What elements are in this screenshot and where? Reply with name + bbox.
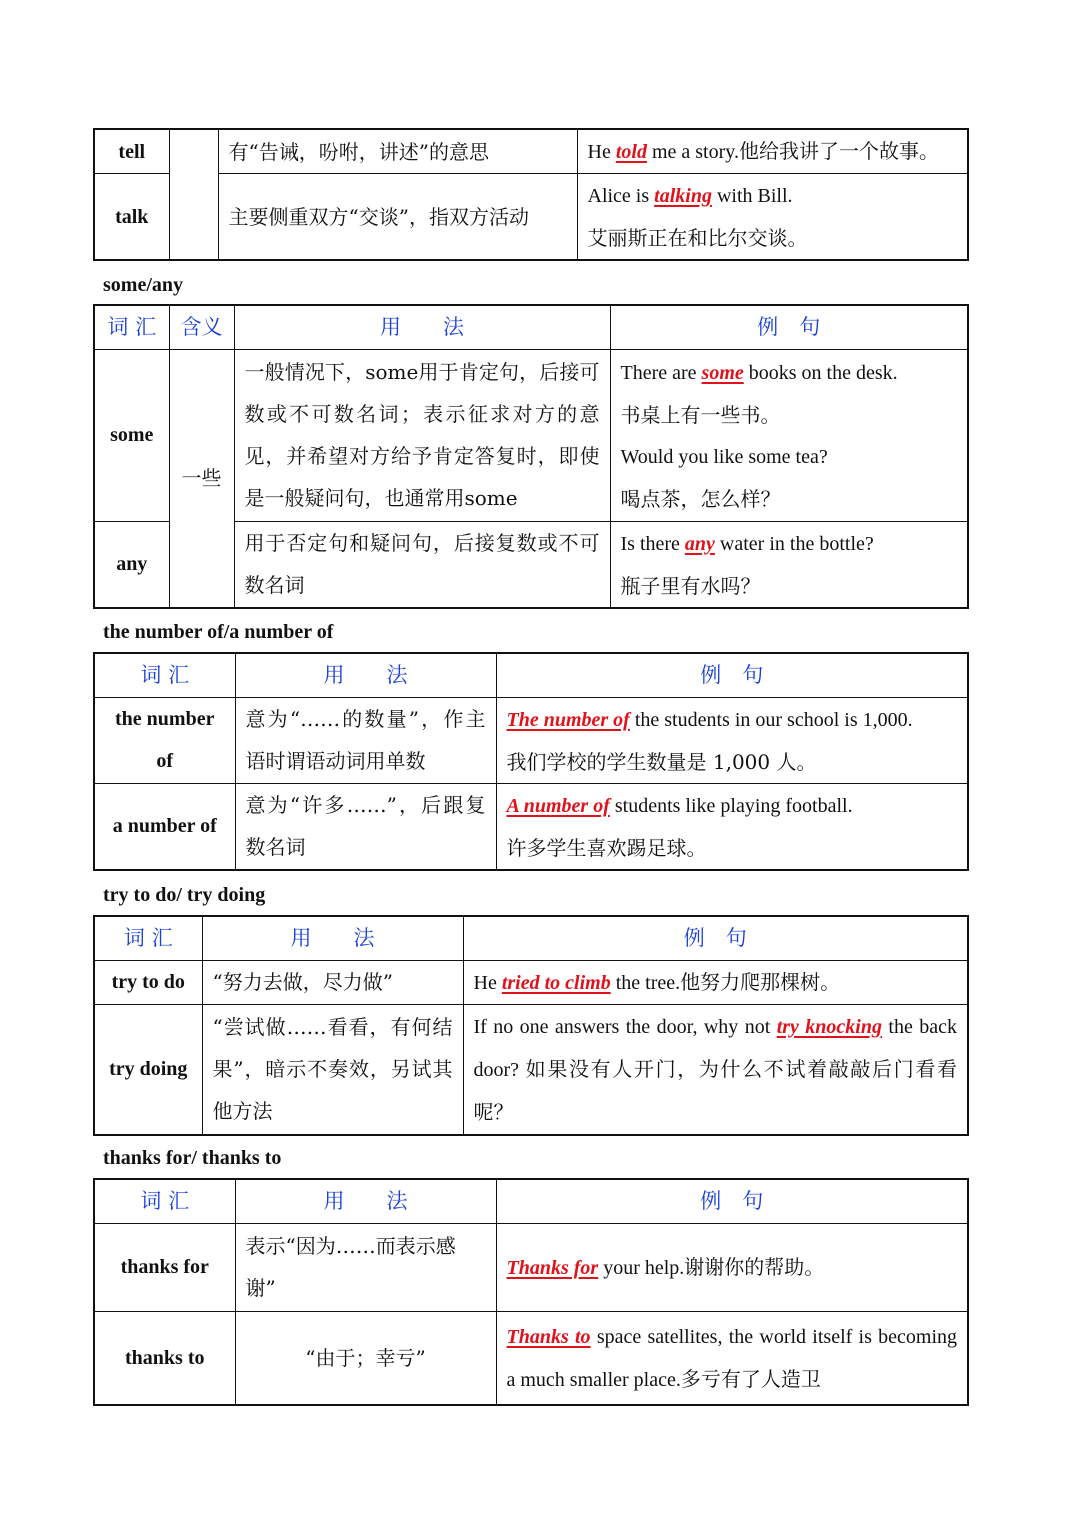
highlight-any: any bbox=[684, 532, 715, 555]
word-thanks-for: thanks for bbox=[94, 1223, 235, 1311]
highlight-the-number-of: The number of bbox=[506, 708, 630, 731]
usage-the-number-of: 意为“……的数量”，作主语时谓语动词用单数 bbox=[235, 697, 496, 783]
usage-a-number-of: 意为“许多……”，后跟复数名词 bbox=[235, 783, 496, 870]
example-tell: He told me a story.他给我讲了一个故事。 bbox=[577, 129, 968, 174]
word-tell: tell bbox=[94, 129, 169, 174]
highlight-try-knocking: try knocking bbox=[776, 1015, 882, 1038]
usage-any: 用于否定句和疑问句，后接复数或不可数名词 bbox=[234, 521, 610, 608]
header-word: 词 汇 bbox=[94, 916, 202, 960]
header-word: 词 汇 bbox=[94, 653, 235, 697]
highlight-talking: talking bbox=[654, 185, 712, 207]
usage-try-doing: “尝试做……看看，有何结果”，暗示不奏效，另试其他方法 bbox=[202, 1004, 463, 1135]
word-try-doing: try doing bbox=[94, 1004, 202, 1135]
word-thanks-to: thanks to bbox=[94, 1311, 235, 1405]
header-example: 例 句 bbox=[610, 305, 968, 349]
header-usage: 用 法 bbox=[202, 916, 463, 960]
word-talk: talk bbox=[94, 174, 169, 261]
word-try-to-do: try to do bbox=[94, 960, 202, 1004]
table-tell-talk bbox=[93, 128, 969, 261]
word-some: some bbox=[94, 349, 169, 521]
example-thanks-for: Thanks for your help.谢谢你的帮助。 bbox=[496, 1223, 968, 1311]
header-usage: 用 法 bbox=[235, 653, 496, 697]
usage-thanks-to: “由于；幸亏” bbox=[235, 1311, 496, 1405]
section-title-some-any: some/any bbox=[103, 274, 183, 296]
highlight-told: told bbox=[615, 141, 647, 163]
word-a-number-of: a number of bbox=[94, 783, 235, 870]
example-a-number-of: A number of students like playing football. 许多学生喜欢踢足球。 bbox=[496, 783, 968, 870]
header-word: 词 汇 bbox=[94, 305, 169, 349]
highlight-thanks-to: Thanks to bbox=[506, 1325, 591, 1348]
example-thanks-to: Thanks to space satellites, the world itself is becoming a much smaller place.多亏有了人造卫 bbox=[496, 1311, 968, 1405]
table-number-of bbox=[93, 652, 969, 871]
table-try bbox=[93, 915, 969, 1136]
example-try-doing: If no one answers the door, why not try knocking the back door? 如果没有人开门，为什么不试着敲敲后门看看呢？ bbox=[463, 1004, 968, 1135]
word-the-number-of: the number of bbox=[94, 697, 235, 783]
example-try-to-do: He tried to climb the tree.他努力爬那棵树。 bbox=[463, 960, 968, 1004]
header-usage: 用 法 bbox=[235, 1179, 496, 1223]
section-title-number-of: the number of/a number of bbox=[103, 621, 334, 643]
highlight-thanks-for: Thanks for bbox=[506, 1256, 599, 1279]
meaning-empty-cell bbox=[169, 129, 218, 260]
section-title-thanks: thanks for/ thanks to bbox=[103, 1147, 282, 1169]
header-example: 例 句 bbox=[496, 653, 968, 697]
header-usage: 用 法 bbox=[234, 305, 610, 349]
usage-some: 一般情况下，some用于肯定句，后接可数或不可数名词；表示征求对方的意见，并希望对方给予肯定答复时，即使是一般疑问句，也通常用some bbox=[234, 349, 610, 521]
usage-try-to-do: “努力去做，尽力做” bbox=[202, 960, 463, 1004]
highlight-a-number-of: A number of bbox=[506, 794, 610, 817]
header-meaning: 含义 bbox=[169, 305, 234, 349]
example-talk: Alice is talking with Bill. 艾丽斯正在和比尔交谈。 bbox=[577, 174, 968, 261]
usage-thanks-for: 表示“因为……而表示感谢” bbox=[235, 1223, 496, 1311]
example-the-number-of: The number of the students in our school is 1,000. 我们学校的学生数量是 1,000 人。 bbox=[496, 697, 968, 783]
highlight-tried-to-climb: tried to climb bbox=[501, 971, 611, 994]
table-some-any bbox=[93, 304, 969, 609]
word-any: any bbox=[94, 521, 169, 608]
usage-talk: 主要侧重双方“交谈”，指双方活动 bbox=[218, 174, 577, 261]
example-some: There are some books on the desk. 书桌上有一些书。 Would you like some tea? 喝点茶，怎么样？ bbox=[610, 349, 968, 521]
highlight-some: some bbox=[701, 361, 744, 384]
meaning-some-any: 一些 bbox=[169, 349, 234, 608]
header-example: 例 句 bbox=[496, 1179, 968, 1223]
usage-tell: 有“告诫，吩咐，讲述”的意思 bbox=[218, 129, 577, 174]
header-example: 例 句 bbox=[463, 916, 968, 960]
table-thanks bbox=[93, 1178, 969, 1406]
header-word: 词 汇 bbox=[94, 1179, 235, 1223]
example-any: Is there any water in the bottle? 瓶子里有水吗？ bbox=[610, 521, 968, 608]
section-title-try: try to do/ try doing bbox=[103, 884, 266, 906]
